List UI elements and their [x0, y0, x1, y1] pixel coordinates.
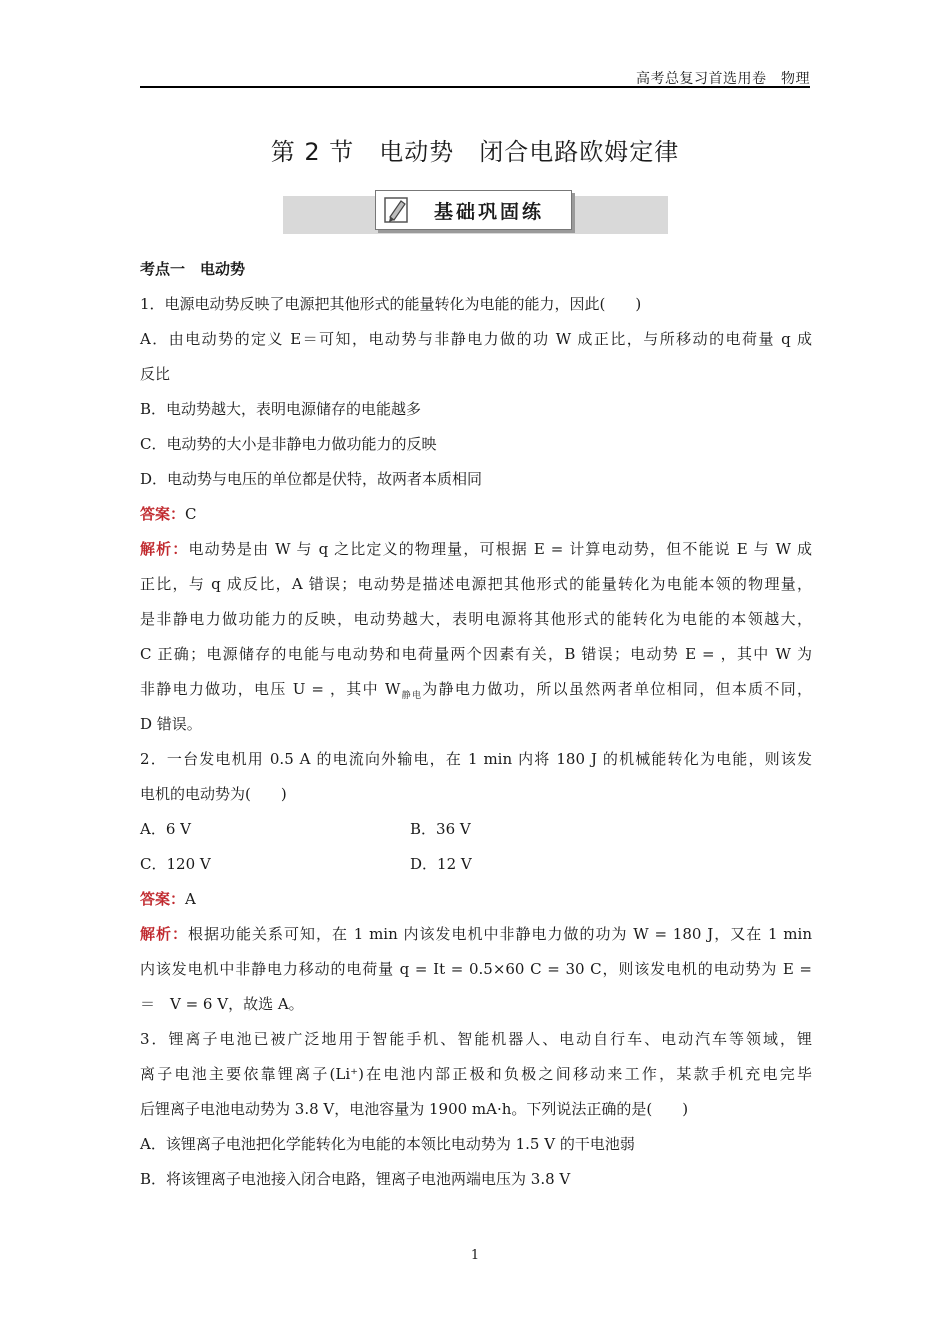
q1-stem: 1．电源电动势反映了电源把其他形式的能量转化为电能的能力，因此( ) — [140, 295, 642, 313]
q1-analysis-line-5 — [140, 672, 812, 707]
q1-option-b: B．电动势越大，表明电源储存的电能越多 — [140, 400, 422, 418]
q3-stem-line-2: 离子电池主要依靠锂离子(Li⁺)在电池内部正极和负极之间移动来工作，某款手机充电完毕 — [140, 1065, 812, 1083]
q2-analysis-line-3: ＝ V = 6 V，故选 A。 — [140, 995, 304, 1013]
analysis-text: 根据功能关系可知，在 1 min 内该发电机中非静电力做的功为 W = 180 J，又在 1 min — [188, 925, 812, 943]
answer-label: 答案： — [140, 890, 186, 908]
q3-stem-line-3: 后锂离子电池电动势为 3.8 V，电池容量为 1900 mA·h。下列说法正确的是( ) — [140, 1100, 689, 1118]
document-body — [140, 252, 812, 1197]
q2-option-a: A．6 V — [140, 820, 191, 838]
q2-option-d: D．12 V — [410, 855, 472, 873]
q1-option-a: A．由电动势的定义 E＝可知，电动势与非静电力做的功 W 成正比，与所移动的电荷量 q 成 — [140, 330, 812, 348]
pencil-icon — [382, 195, 412, 225]
section-heading: 考点一 电动势 — [140, 260, 246, 278]
q1-option-a-continued: 反比 — [140, 365, 171, 383]
analysis-text: 电动势是由 W 与 q 之比定义的物理量，可根据 E = 计算电动势，但不能说 E 与 W 成 — [188, 540, 812, 558]
q3-stem-line-1: 3．锂离子电池已被广泛地用于智能手机、智能机器人、电动自行车、电动汽车等领域，锂 — [140, 1030, 812, 1048]
q1-analysis-line-6: D 错误。 — [140, 715, 202, 733]
q3-option-a: A．该锂离子电池把化学能转化为电能的本领比电动势为 1.5 V 的干电池弱 — [140, 1135, 635, 1153]
q1-option-d: D．电动势与电压的单位都是伏特，故两者本质相同 — [140, 470, 483, 488]
page-number: 1 — [470, 1248, 480, 1263]
q2-options-row-2 — [140, 847, 812, 882]
q1-analysis-line-1 — [140, 532, 812, 567]
subscript: 静电 — [400, 691, 423, 701]
q3-option-b: B．将该锂离子电池接入闭合电路，锂离子电池两端电压为 3.8 V — [140, 1170, 571, 1188]
header-rule — [140, 86, 810, 88]
analysis-label: 解析： — [140, 540, 189, 558]
q1-option-c: C．电动势的大小是非静电力做功能力的反映 — [140, 435, 437, 453]
q2-options-row-1 — [140, 812, 812, 847]
q2-analysis-line-1 — [140, 917, 812, 952]
q1-analysis-line-2: 正比，与 q 成反比，A 错误；电动势是描述电源把其他形式的能量转化为电能本领的物理量， — [140, 575, 812, 593]
banner-label: 基础巩固练 — [434, 201, 545, 223]
answer-label: 答案： — [140, 505, 186, 523]
answer-value: A — [185, 890, 196, 908]
running-header: 高考总复习首选用卷 物理 — [636, 71, 810, 87]
answer-value: C — [185, 505, 197, 523]
q2-answer — [140, 882, 812, 917]
analysis-text: 非静电力做功，电压 U = ，其中 W — [140, 680, 401, 698]
analysis-text: 为静电力做功，所以虽然两者单位相同，但本质不同， — [422, 680, 812, 698]
q1-analysis-line-4: C 正确；电源储存的电能与电动势和电荷量两个因素有关，B 错误；电动势 E = ，其中 W 为 — [140, 645, 812, 663]
q1-answer — [140, 497, 812, 532]
q2-analysis-line-2: 内该发电机中非静电力移动的电荷量 q = It = 0.5×60 C = 30 C，则该发电机的电动势为 E = — [140, 960, 812, 978]
q2-stem-line-1: 2．一台发电机用 0.5 A 的电流向外输电，在 1 min 内将 180 J 的机械能转化为电能，则该发 — [140, 750, 812, 768]
banner-box — [375, 190, 572, 230]
section-title: 第 2 节 电动势 闭合电路欧姆定律 — [270, 138, 680, 166]
analysis-label: 解析： — [140, 925, 188, 943]
q2-option-b: B．36 V — [410, 820, 471, 838]
q2-stem-line-2: 电机的电动势为( ) — [140, 785, 287, 803]
q2-option-c: C．120 V — [140, 855, 211, 873]
q1-analysis-line-3: 是非静电力做功能力的反映，电动势越大，表明电源将其他形式的能转化为电能的本领越大， — [140, 610, 812, 628]
